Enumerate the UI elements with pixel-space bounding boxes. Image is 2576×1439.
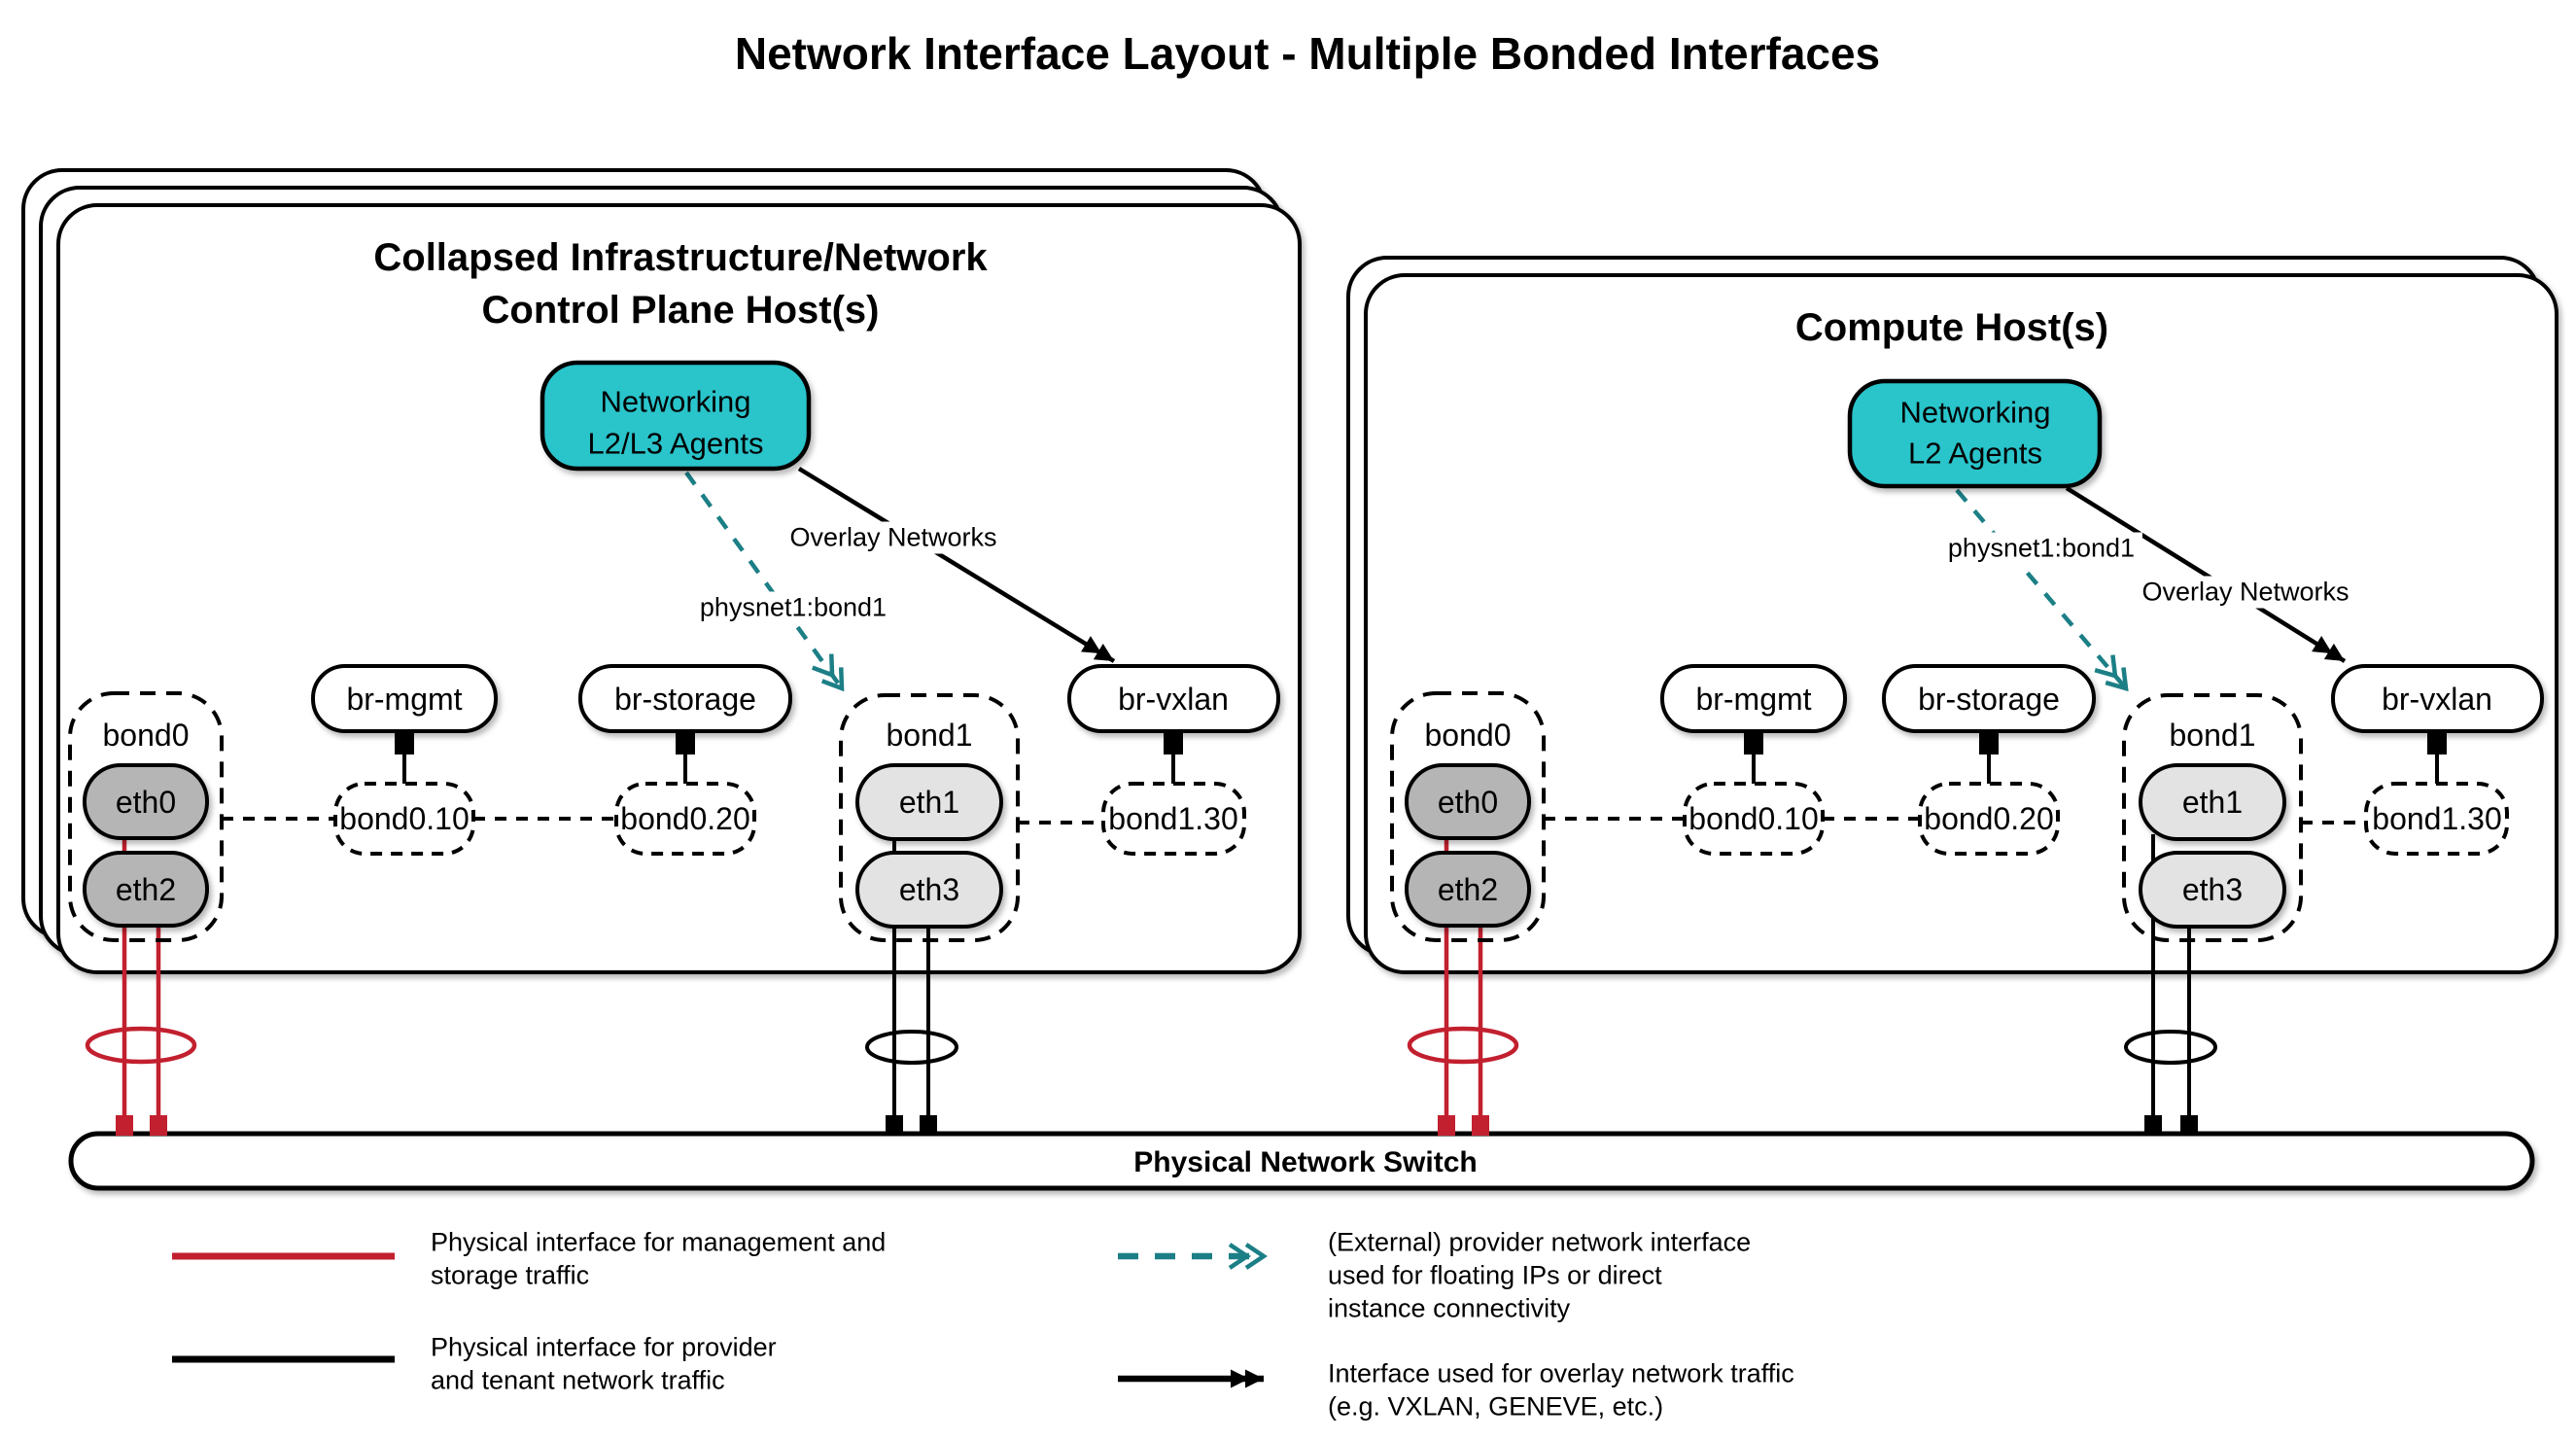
physnet-label-right: physnet1:bond1 bbox=[1940, 533, 2142, 565]
eth1-label-left: eth1 bbox=[898, 785, 960, 820]
legend-teal-text-line1: (External) provider network interface bbox=[1328, 1227, 1752, 1257]
legend-overlay-text-line2: (e.g. VXLAN, GENEVE, etc.) bbox=[1328, 1391, 1664, 1421]
agent-left-label-line2: L2/L3 Agents bbox=[587, 426, 764, 461]
overlay-networks-label-left: Overlay Networks bbox=[782, 522, 1004, 554]
agent-right-label-line1: Networking bbox=[1899, 395, 2051, 430]
eth1-label-right: eth1 bbox=[2181, 785, 2244, 820]
bond-ring-black-left bbox=[867, 1032, 957, 1063]
vlan30-label-left: bond1.30 bbox=[1108, 801, 1238, 836]
legend-red-text-line2: storage traffic bbox=[431, 1260, 590, 1290]
bond1-label-right: bond1 bbox=[2169, 718, 2256, 753]
legend-black-text-line2: and tenant network traffic bbox=[431, 1365, 725, 1395]
br-mgmt-label-left: br-mgmt bbox=[346, 682, 463, 717]
br-vxlan-label-right: br-vxlan bbox=[2382, 682, 2492, 717]
vlan20-label-left: bond0.20 bbox=[620, 801, 750, 836]
agent-right-label-line2: L2 Agents bbox=[1908, 436, 2042, 471]
vlan30-label-right: bond1.30 bbox=[2372, 801, 2502, 836]
agent-left-label-line1: Networking bbox=[600, 384, 751, 419]
host-left-title-line1: Collapsed Infrastructure/Network bbox=[373, 236, 988, 279]
legend-teal-text-line3: instance connectivity bbox=[1328, 1293, 1571, 1323]
legend-overlay-text-line1: Interface used for overlay network traffic bbox=[1328, 1358, 1794, 1388]
eth0-label-left: eth0 bbox=[115, 785, 177, 820]
legend-red-text-line1: Physical interface for management and bbox=[431, 1227, 887, 1257]
bond1-label-left: bond1 bbox=[886, 718, 973, 753]
bond-ring-black-right bbox=[2126, 1032, 2215, 1063]
page-title: Network Interface Layout - Multiple Bonded Interfaces bbox=[734, 28, 1881, 79]
legend-black-text-line1: Physical interface for provider bbox=[431, 1332, 777, 1362]
switch-label: Physical Network Switch bbox=[1133, 1146, 1478, 1178]
host-right-stack bbox=[1348, 258, 2557, 972]
bond0-label-left: bond0 bbox=[102, 718, 190, 753]
eth2-label-left: eth2 bbox=[115, 872, 177, 907]
physnet-label-left: physnet1:bond1 bbox=[692, 592, 894, 624]
bond0-label-right: bond0 bbox=[1424, 718, 1512, 753]
br-storage-label-left: br-storage bbox=[614, 682, 756, 717]
bond-ring-red-left bbox=[87, 1029, 194, 1062]
eth3-label-left: eth3 bbox=[898, 872, 960, 907]
bond-ring-red-right bbox=[1410, 1029, 1516, 1062]
eth3-label-right: eth3 bbox=[2181, 872, 2244, 907]
host-left-title-line2: Control Plane Host(s) bbox=[481, 289, 880, 332]
vlan20-label-right: bond0.20 bbox=[1924, 801, 2054, 836]
legend-teal-text-line2: used for floating IPs or direct bbox=[1328, 1260, 1662, 1290]
br-vxlan-label-left: br-vxlan bbox=[1118, 682, 1229, 717]
vlan10-label-left: bond0.10 bbox=[339, 801, 470, 836]
eth0-label-right: eth0 bbox=[1437, 785, 1499, 820]
vlan10-label-right: bond0.10 bbox=[1688, 801, 1819, 836]
eth2-label-right: eth2 bbox=[1437, 872, 1499, 907]
br-mgmt-label-right: br-mgmt bbox=[1695, 682, 1812, 717]
overlay-networks-label-right: Overlay Networks bbox=[2134, 577, 2356, 609]
br-storage-label-right: br-storage bbox=[1918, 682, 2060, 717]
host-right-title: Compute Host(s) bbox=[1794, 306, 2109, 349]
